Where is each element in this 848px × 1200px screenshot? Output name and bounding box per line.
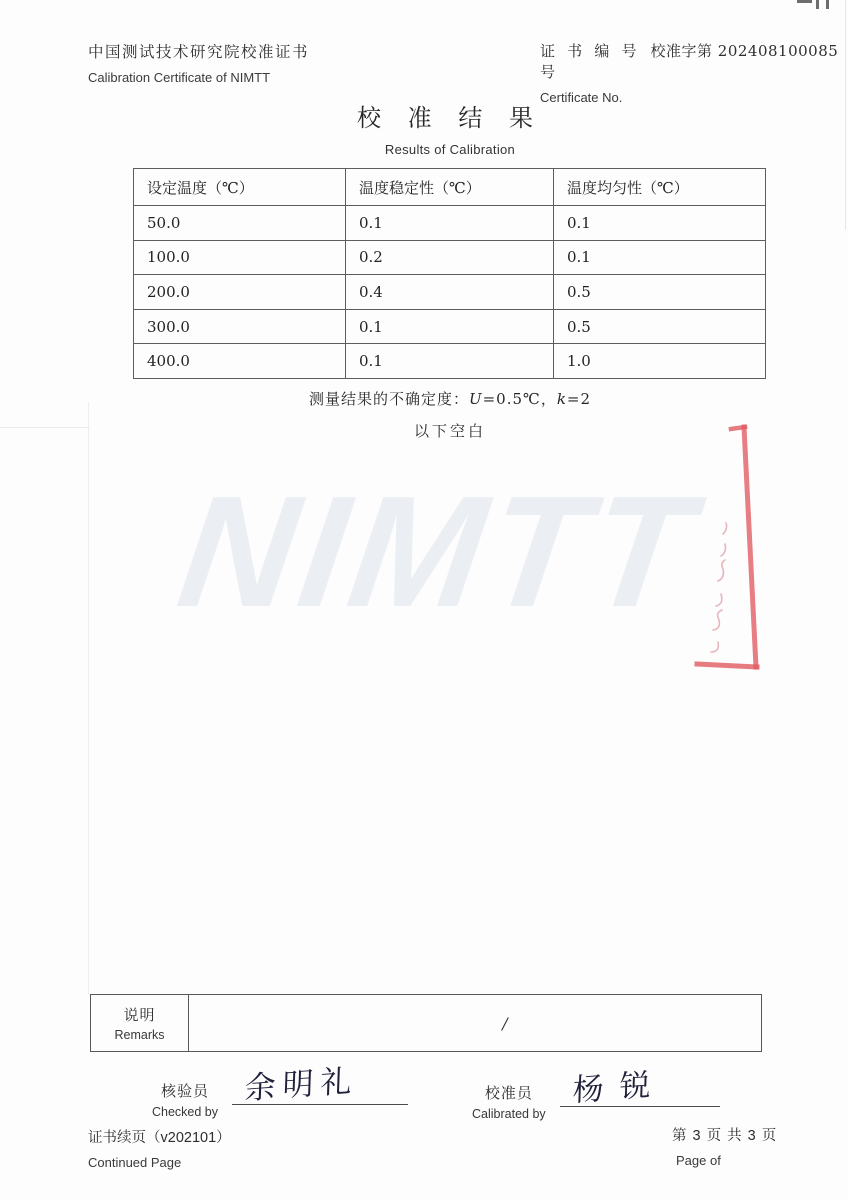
table-cell: 300.0 xyxy=(134,309,346,344)
checked-by-label-zh: 核验员 xyxy=(161,1083,210,1100)
remarks-label-cell xyxy=(91,995,189,1051)
table-cell: 0.5 xyxy=(554,275,766,310)
table-cell: 400.0 xyxy=(134,344,346,379)
checked-by-signature-block xyxy=(152,1062,408,1119)
table-row xyxy=(134,275,766,310)
table-cell: 0.1 xyxy=(346,344,554,379)
table-cell: 1.0 xyxy=(554,344,766,379)
table-row xyxy=(134,344,766,379)
column-header: 温度均匀性（℃） xyxy=(554,169,766,206)
uncertainty-prefix: 测量结果的不确定度： xyxy=(308,390,469,408)
org-title-en: Calibration Certificate of NIMTT xyxy=(88,70,271,85)
calibrated-by-label-en: Calibrated by xyxy=(472,1107,546,1121)
uncertainty-statement xyxy=(50,388,848,409)
stamp-handwriting-trace xyxy=(711,523,727,652)
uncertainty-k-value: =2 xyxy=(566,390,592,408)
page-title-zh: 校 准 结 果 xyxy=(356,105,543,132)
checked-by-labels xyxy=(152,1080,218,1119)
continued-page-zh: 证书续页（v202101） xyxy=(88,1130,231,1146)
header-right xyxy=(540,40,848,105)
blank-below-note: 以下空白 xyxy=(413,422,486,440)
certificate-number-line xyxy=(540,40,848,82)
table-row xyxy=(134,206,766,241)
remarks-value: / xyxy=(502,1013,508,1033)
org-title-zh: 中国测试技术研究院校准证书 xyxy=(88,44,310,61)
continued-page-en: Continued Page xyxy=(88,1155,182,1170)
remarks-label-en: Remarks xyxy=(114,1028,165,1042)
header-left xyxy=(88,40,309,85)
table-cell: 0.1 xyxy=(346,309,554,344)
table-row xyxy=(134,240,766,275)
table-cell: 0.5 xyxy=(554,309,766,344)
footer-right xyxy=(672,1124,777,1168)
table-cell: 100.0 xyxy=(134,240,346,275)
page-number-en: Page of xyxy=(676,1153,721,1168)
remarks-label-zh: 说明 xyxy=(123,1007,156,1024)
cert-no-value: 校准字第 202408100085 号 xyxy=(540,42,839,81)
page-title xyxy=(50,98,848,157)
column-header: 温度稳定性（℃） xyxy=(346,169,554,206)
table-cell: 0.1 xyxy=(346,206,554,241)
page-title-en: Results of Calibration xyxy=(384,142,516,157)
cert-no-label-en: Certificate No. xyxy=(540,90,623,105)
scan-fold-line-horizontal xyxy=(0,427,90,428)
table-cell: 0.4 xyxy=(346,275,554,310)
scan-fold-line-vertical xyxy=(88,402,89,994)
results-table xyxy=(133,168,766,379)
table-cell: 200.0 xyxy=(134,275,346,310)
red-stamp-edge xyxy=(685,416,777,684)
calibrated-by-signature: 杨锐 xyxy=(571,1066,667,1109)
calibrated-by-labels xyxy=(472,1082,546,1121)
table-header-row xyxy=(134,169,766,206)
table-cell: 0.1 xyxy=(554,240,766,275)
table-cell: 0.2 xyxy=(346,240,554,275)
uncertainty-u-value: =0.5℃， xyxy=(482,390,557,408)
calibrated-by-signature-line xyxy=(560,1066,720,1109)
page-number-zh: 第 3 页 共 3 页 xyxy=(672,1128,778,1144)
scan-mark xyxy=(816,0,819,9)
table-cell: 0.1 xyxy=(554,206,766,241)
remarks-box xyxy=(90,994,762,1052)
calibrated-by-signature-block xyxy=(472,1066,720,1121)
table-cell: 50.0 xyxy=(134,206,346,241)
column-header: 设定温度（℃） xyxy=(134,169,346,206)
uncertainty-u-symbol: U xyxy=(468,390,483,408)
table-row xyxy=(134,309,766,344)
uncertainty-k-symbol: k xyxy=(556,390,567,408)
results-table-body xyxy=(134,206,766,379)
cert-no-label-zh: 证 书 编 号 xyxy=(540,43,641,60)
nimtt-watermark: NIMTT xyxy=(169,464,707,640)
checked-by-signature-line xyxy=(232,1062,408,1107)
scan-edge-line xyxy=(845,0,846,230)
footer-left xyxy=(88,1126,231,1170)
scan-mark xyxy=(797,0,812,3)
checked-by-signature: 余明礼 xyxy=(244,1062,360,1107)
checked-by-label-en: Checked by xyxy=(152,1105,219,1119)
scan-mark xyxy=(826,0,829,9)
calibrated-by-label-zh: 校准员 xyxy=(484,1085,533,1102)
